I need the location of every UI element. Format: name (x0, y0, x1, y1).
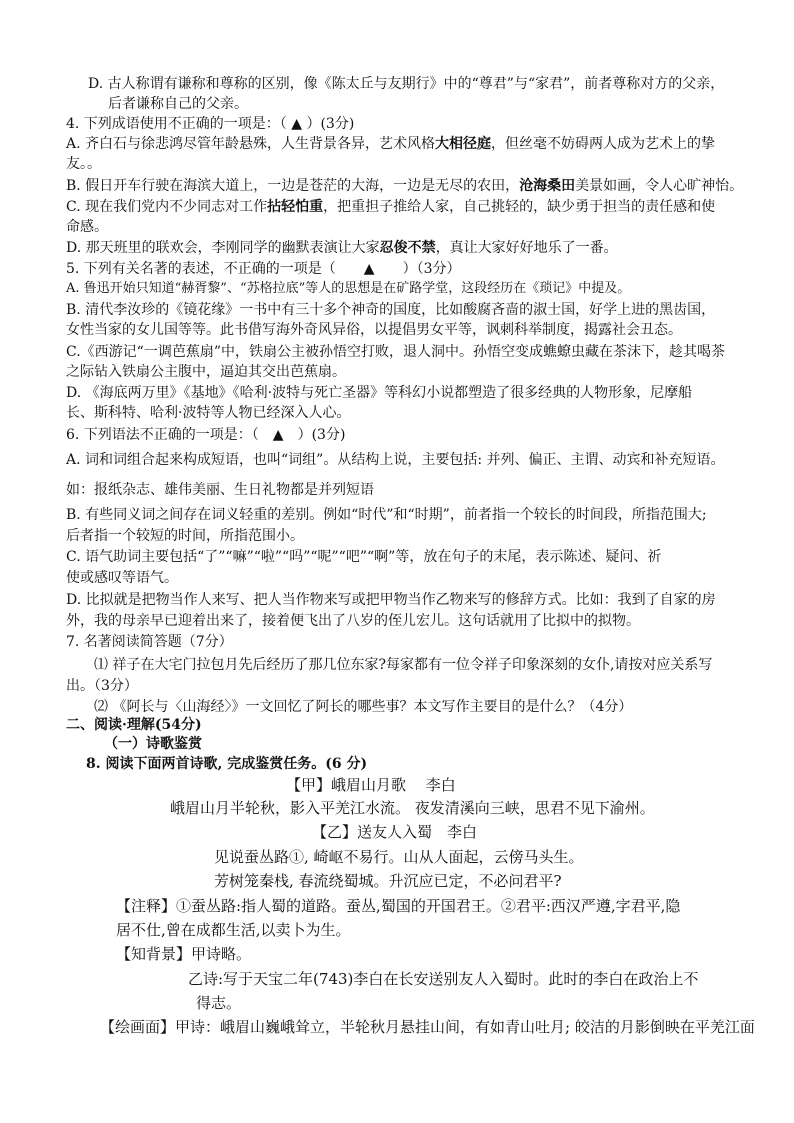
poem1-text: 峨眉山月半轮秋，影入平羌江水流。 夜发清溪向三峡，思君不见下渝州。 (170, 799, 655, 817)
section-2-heading: 二、阅读·理解(54分) (66, 717, 202, 733)
poem2-line2: 芳树笼秦栈, 春流绕蜀城。升沉应已定，不必问君平? (214, 872, 562, 890)
q7-part1-line1: ⑴ 祥子在大宅门拉包月先后经历了那几位东家?每家都有一位令祥子印象深刻的女仆,请按对应关系写 (94, 657, 713, 673)
q6-option-c-line1: C. 语气助词主要包括“了”“嘛”“啦”“吗”“呢”“吧”“啊”等，放在句子的末尾，表示陈述、疑问、祈 (66, 549, 662, 565)
q5-option-b-line2: 女性当家的女儿国等等。此书借写海外奇风异俗，以提倡男女平等，讽刺科举制度，揭露社会丑态。 (66, 322, 682, 338)
q4-stem: 4. 下列成语使用不正确的一项是：（ ▲ ）(3分) (66, 116, 355, 132)
q3-option-d-line2: 后者谦称自己的父亲。 (108, 96, 248, 112)
q4-option-b (66, 176, 743, 196)
q6-option-d-line1: D. 比拟就是把物当作人来写、把人当作物来写或把甲物当作乙物来写的修辞方式。比如：我到了自家的房 (66, 592, 716, 608)
q5-option-c-line1: C.《西游记“一调芭蕉扇”中，铁扇公主被孙悟空打败，退人洞中。孙悟空变成蟭蟟虫藏在茶沫下，趁其喝茶 (66, 344, 725, 360)
q4-option-c (66, 197, 715, 217)
q6-option-b-line1: B. 有些同义词之间存在词义轻重的差别。例如“时代”和“时期”，前者指一个较长的时间段，所指范围大; (66, 507, 707, 523)
q4b-text-pre: B. 假日开车行驶在海滨大道上，一边是苍茫的大海，一边是无尽的农田， (66, 178, 520, 194)
background-line1: 【知背景】甲诗略。 (116, 945, 252, 963)
q6-option-c-line2: 使或感叹等语气。 (66, 570, 178, 586)
q4a-text-pre: A. 齐白石与徐悲鸿尽管年龄悬殊，人生背景各异，艺术风格 (66, 136, 436, 152)
q3-option-d-line1: D. 古人称谓有谦称和尊称的区别，像《陈太丘与友期行》中的“尊君”与“家君”，前者尊称对方的父亲， (88, 76, 725, 92)
q6-option-a: A. 词和词组合起来构成短语，也叫“词组”。从结构上说，主要包括: 并列、偏正、主谓、动宾和补充短语。 (66, 452, 725, 468)
draw-picture-line1: 【绘画面】甲诗：峨眉山巍峨耸立，半轮秋月悬挂山间，有如青山吐月; 皎洁的月影倒映在平羌江面 (100, 1018, 755, 1036)
q6-option-a-example: 如：报纸杂志、雄伟美丽、生日礼物都是并列短语 (66, 482, 374, 498)
q7-part2: ⑵ 《阿长与〈山海经〉》一文回忆了阿长的哪些事？本文写作主要目的是什么？（4分） (94, 699, 633, 715)
q4b-idiom: 沧海桑田 (519, 178, 576, 194)
q8-stem: 8. 阅读下面两首诗歌, 完成鉴赏任务。(6 分) (86, 756, 368, 772)
poem2-title: 【乙】送友人入蜀 李白 (312, 823, 478, 841)
background-line2: 乙诗:写于天宝二年(743)李白在长安送别友人入蜀时。此时的李白在政治上不 (188, 970, 699, 988)
q7-part1-line2: 出。（3分） (66, 678, 138, 694)
q4-option-c-line2: 命感。 (66, 219, 108, 235)
q4d-idiom: 忍俊不禁 (379, 240, 436, 256)
q4c-text-pre: C. 现在我们党内不少同志对工作 (66, 199, 268, 215)
background-line3: 得志。 (196, 994, 242, 1012)
poem2-line1: 见说蚕丛路①, 崎岖不易行。山从人面起，云傍马头生。 (214, 848, 584, 866)
q5-option-a: A. 鲁迅开始只知道“赫胥黎”、“苏格拉底”等人的思想是在矿路学堂，这段经历在《琐记》中提及。 (66, 281, 631, 296)
q5-option-d-line1: D. 《海底两万里》《基地》《哈利·波特与死亡圣器》等科幻小说都塑造了很多经典的人物形象，尼摩船 (66, 385, 693, 401)
poem1-title: 【甲】峨眉山月歌 李白 (286, 776, 456, 794)
q4a-text-post: ，但丝毫不妨碍两人成为艺术上的挚 (491, 136, 716, 152)
annotation-line2: 居不仕,曾在成都生活,以卖卜为生。 (116, 921, 351, 939)
q4d-text-pre: D. 那天班里的联欢会，李刚同学的幽默表演让大家 (66, 240, 380, 256)
q5-option-b-line1: B. 清代李汝珍的《镜花缘》一书中有三十多个神奇的国度，比如酸腐吝啬的淑士国，好学上进的黑齿国， (66, 302, 716, 318)
q4-option-a-line2: 友。。 (66, 156, 101, 172)
q4c-idiom: 拈轻怕重 (267, 199, 324, 215)
q4d-text-post: ，真让大家好好地乐了一番。 (435, 240, 618, 256)
q6-option-d-line2: 外，我的母亲早已迎着出来了，接着便飞出了八岁的侄儿宏儿。这句话就用了比拟中的拟物。 (66, 613, 640, 629)
q5-option-c-line2: 之际钻入铁扇公主腹中，逼迫其交出芭蕉扇。 (66, 364, 346, 380)
q7-stem: 7. 名著阅读简答题（7分） (66, 634, 233, 650)
q4b-text-post: 美景如画，令人心旷神怡。 (575, 178, 744, 194)
q4-option-a (66, 134, 715, 154)
annotation-line1: 【注释】①蚕丛路:指人蜀的道路。蚕丛,蜀国的开国君王。②君平:西汉严遵,字君平,隐 (116, 897, 681, 915)
q4c-text-post: ，把重担子推给人家，自己挑轻的，缺少勇于担当的责任感和使 (323, 199, 716, 215)
section-2-1-heading: （一）诗歌鉴赏 (104, 736, 202, 752)
q4-option-d (66, 238, 618, 258)
q4a-idiom: 大相径庭 (435, 136, 492, 152)
q6-stem: 6. 下列语法不正确的一项是：（ ▲ ）(3分) (66, 427, 346, 443)
q5-stem: 5. 下列有关名著的表述，不正确的一项是（ ▲ ）（3分） (66, 261, 461, 277)
q5-option-d-line2: 长、斯科特、哈利·波特等人物已经深入人心。 (66, 405, 351, 421)
q6-option-b-line2: 后者指一个较短的时间，所指范围小。 (66, 528, 304, 544)
